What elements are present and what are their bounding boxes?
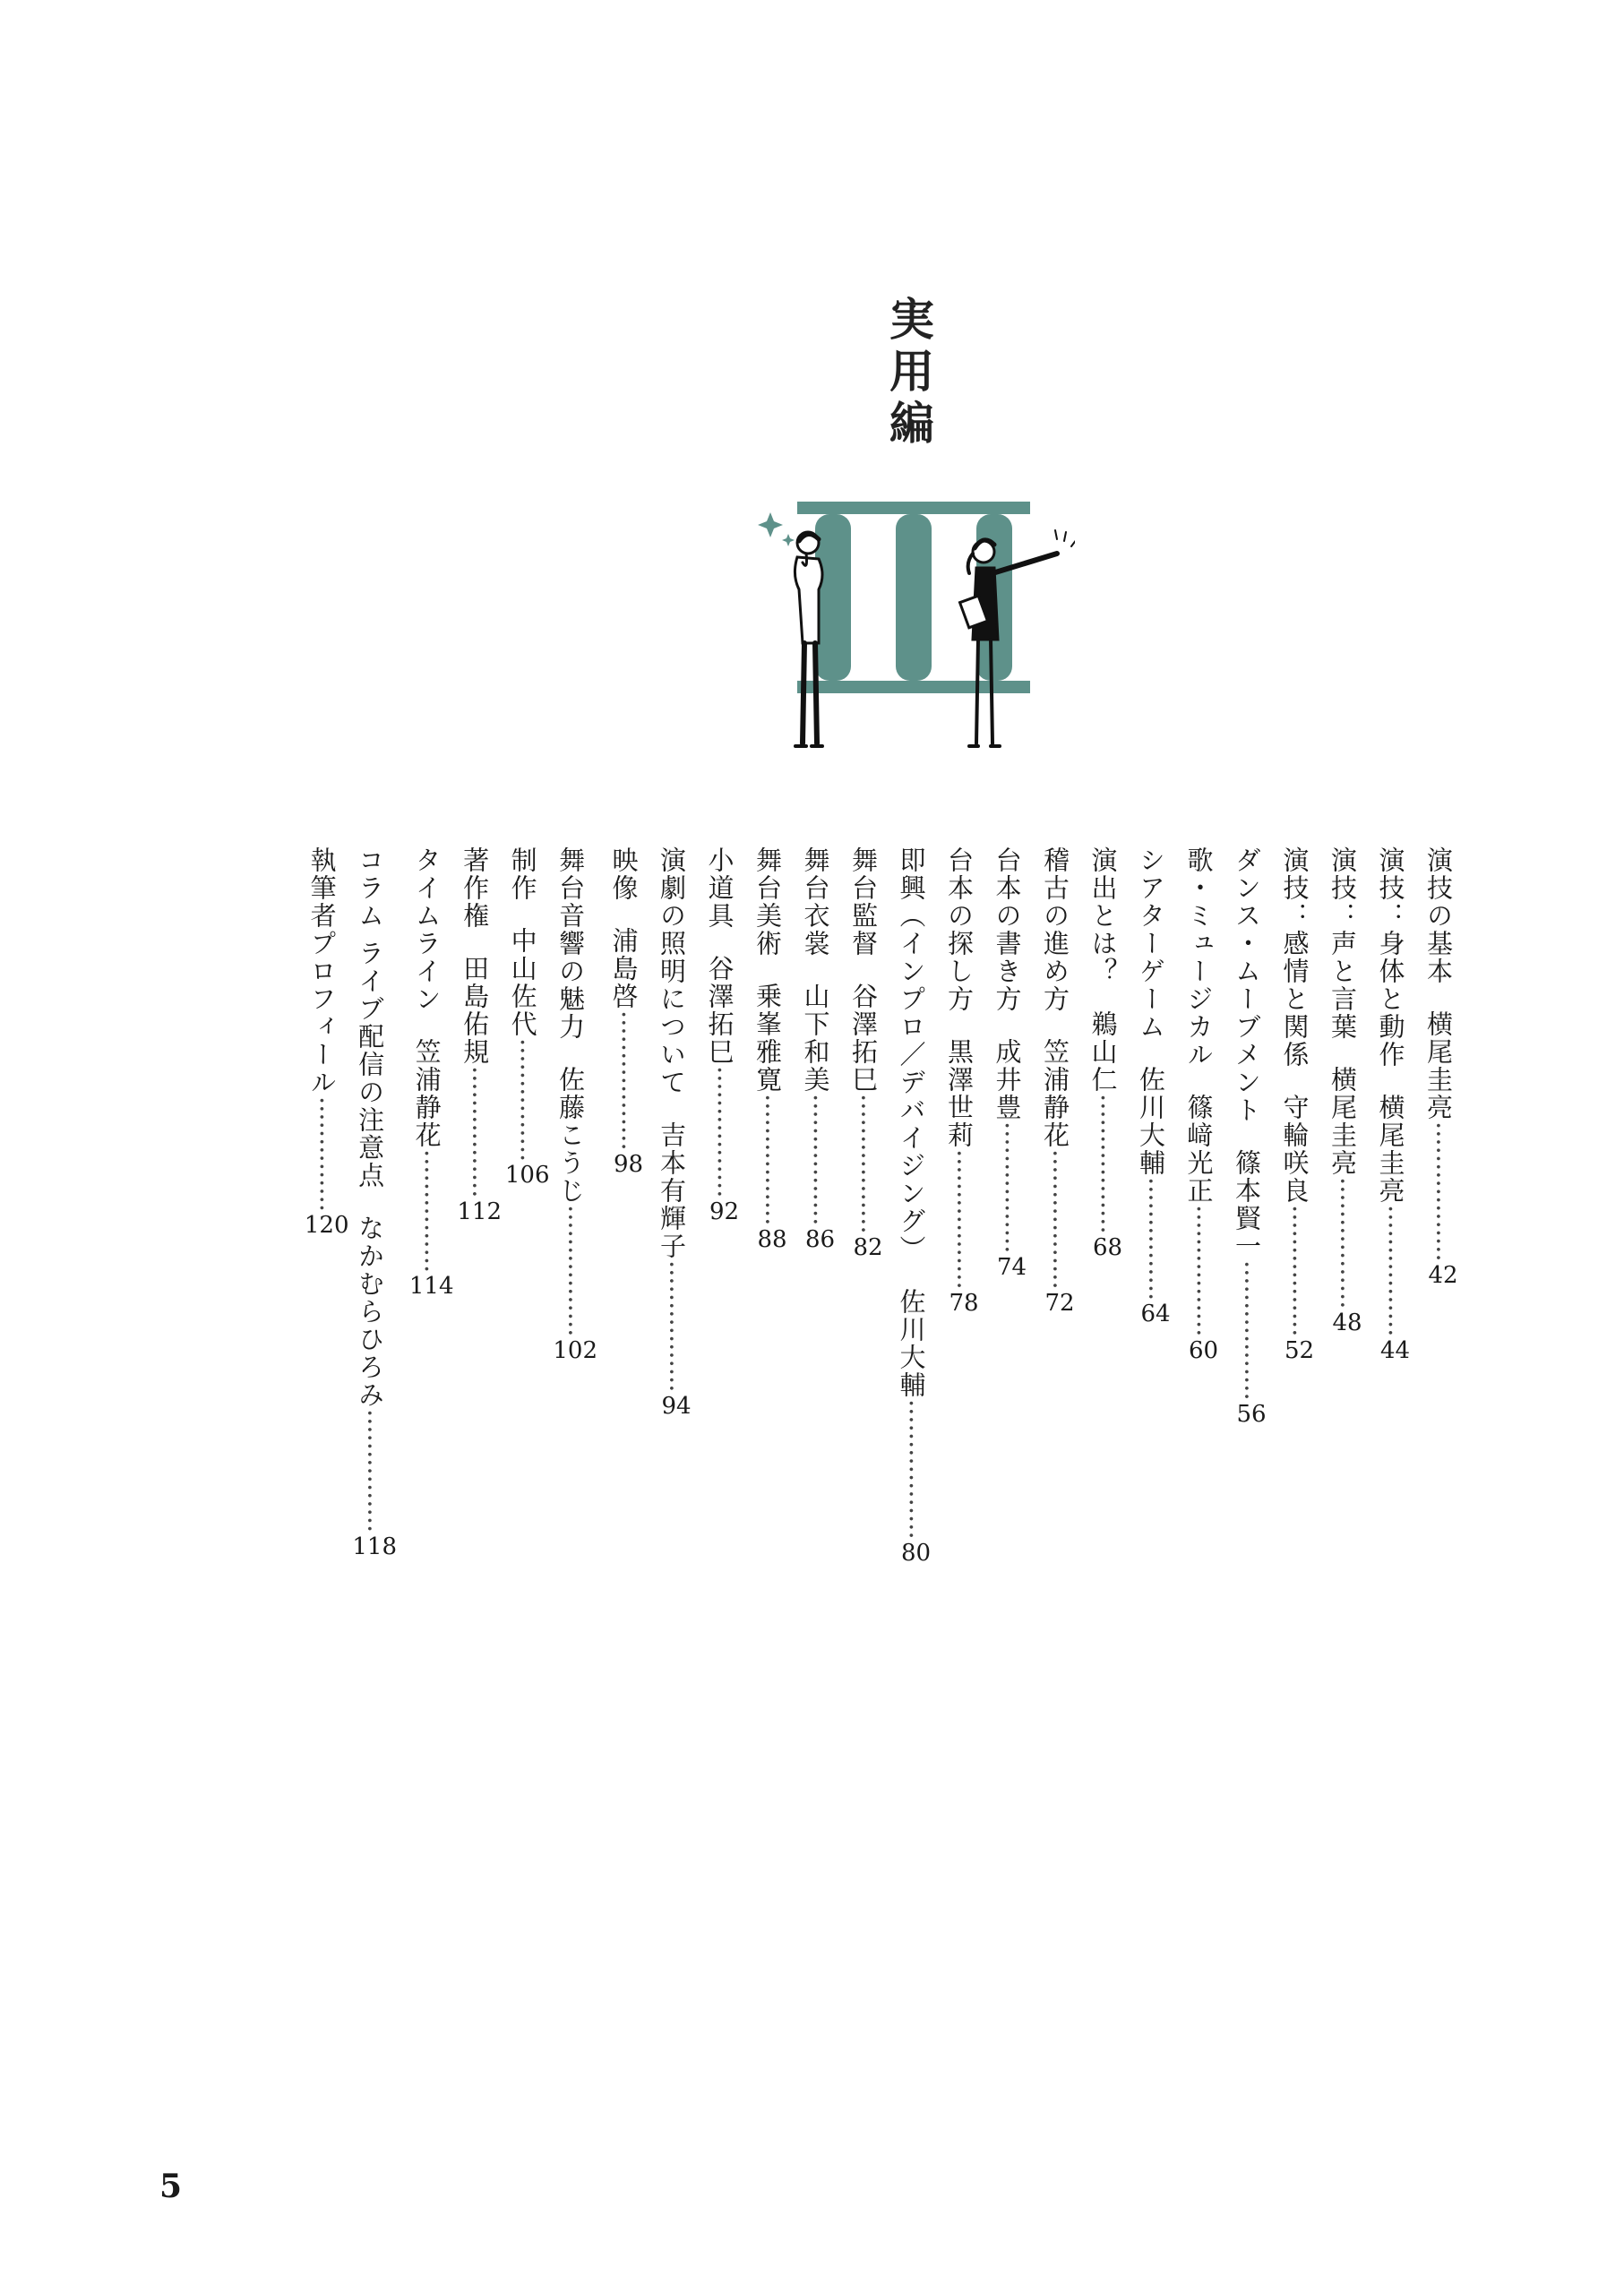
toc-entry-title: 台本の探し方 bbox=[944, 846, 975, 1013]
toc-entry[interactable] bbox=[354, 846, 397, 1560]
toc-entry-leader: ················ bbox=[800, 1094, 831, 1226]
toc-entry-page: 92 bbox=[709, 1198, 740, 1225]
toc-entry-title: シアターゲーム bbox=[1136, 846, 1166, 1041]
toc-entry-leader: ················· bbox=[608, 1010, 640, 1151]
toc-entry-page: 98 bbox=[613, 1150, 644, 1178]
toc-entry-title: 稽古の進め方 bbox=[1040, 846, 1070, 1013]
toc-entry-title: 執筆者プロフィール bbox=[306, 846, 338, 1096]
toc-entry-author: 吉本有輝子 bbox=[657, 1121, 687, 1260]
section-title: 実用編 bbox=[882, 296, 934, 451]
toc-entry-leader: ················ bbox=[555, 1205, 587, 1337]
toc-entry-leader: ················ bbox=[1183, 1205, 1215, 1337]
toc-entry-page: 106 bbox=[504, 1162, 550, 1189]
toc-entry[interactable] bbox=[504, 846, 550, 1189]
toc-entry-leader: ················· bbox=[848, 1094, 879, 1234]
toc-entry[interactable] bbox=[795, 846, 838, 1253]
toc-entry-leader: ··············· bbox=[1136, 1177, 1166, 1301]
toc-entry-title: 舞台音響の魅力 bbox=[555, 846, 587, 1041]
toc-entry-title: ダンス・ムーブメント bbox=[1232, 846, 1262, 1124]
toc-entry-leader: ················ bbox=[657, 1260, 687, 1393]
toc-entry-leader: ··············· bbox=[355, 1409, 386, 1533]
toc-entry-author: 浦島啓 bbox=[608, 927, 640, 1010]
toc-entry-page: 94 bbox=[661, 1392, 692, 1420]
toc-entry-page: 44 bbox=[1379, 1336, 1411, 1364]
toc-entry-title: 制作 bbox=[507, 846, 538, 902]
toc-entry-page: 118 bbox=[352, 1533, 397, 1560]
toc-entry-page: 72 bbox=[1044, 1289, 1075, 1317]
toc-entry[interactable] bbox=[408, 846, 454, 1301]
toc-entry-author: 守輪咲良 bbox=[1279, 1094, 1310, 1205]
toc-entry-title: 台本の書き方 bbox=[992, 846, 1023, 1013]
toc-entry-leader: ················ bbox=[992, 1121, 1023, 1254]
toc-entry-title: 小道具 bbox=[704, 846, 735, 930]
toc-entry-page: 74 bbox=[996, 1253, 1027, 1281]
toc-entry-leader: ················ bbox=[704, 1066, 735, 1198]
sparkle-icon bbox=[758, 512, 795, 546]
toc-entry-leader: ················· bbox=[1232, 1260, 1262, 1401]
toc-entry-leader: ················· bbox=[896, 1399, 927, 1540]
toc-entry-leader: ················ bbox=[1279, 1205, 1310, 1337]
toc-entry-author: 谷澤拓巳 bbox=[704, 955, 735, 1066]
toc-entry-page: 52 bbox=[1284, 1336, 1315, 1364]
toc-entry-page: 102 bbox=[553, 1336, 597, 1364]
toc-entry-leader: ··············· bbox=[411, 1149, 443, 1274]
toc-entry-page: 114 bbox=[408, 1273, 454, 1301]
toc-entry[interactable] bbox=[842, 846, 885, 1261]
toc-entry-leader: ················ bbox=[752, 1094, 783, 1226]
toc-entry-title: 即興（インプロ／デバイジング） bbox=[896, 846, 927, 1263]
toc-entry-author: 山下和美 bbox=[800, 983, 831, 1094]
toc-entry-title: 演劇の照明について bbox=[657, 846, 687, 1096]
toc-entry-page: 68 bbox=[1092, 1233, 1123, 1261]
toc-entry-author: 佐川大輔 bbox=[896, 1288, 927, 1399]
thinking-man-illustration bbox=[795, 532, 822, 746]
toc-entry[interactable] bbox=[699, 846, 742, 1225]
toc-entry-title: 演技の基本 bbox=[1423, 846, 1454, 985]
toc-entry-author: 成井豊 bbox=[992, 1038, 1023, 1121]
toc-entry[interactable] bbox=[306, 846, 349, 1239]
toc-entry[interactable] bbox=[650, 846, 693, 1420]
toc-entry-leader: ················ bbox=[1375, 1205, 1406, 1337]
toc-entry[interactable] bbox=[1225, 846, 1268, 1428]
toc-entry-author: 佐川大輔 bbox=[1136, 1066, 1166, 1177]
toc-entry-author: 横尾圭亮 bbox=[1375, 1094, 1406, 1205]
toc-entry[interactable] bbox=[1034, 846, 1077, 1317]
table-of-contents bbox=[206, 846, 1460, 1742]
toc-entry-leader: ················· bbox=[944, 1149, 975, 1290]
toc-entry-author: 田島佑規 bbox=[460, 955, 491, 1066]
toc-entry-page: 88 bbox=[757, 1225, 787, 1253]
toc-entry-page: 82 bbox=[853, 1233, 883, 1261]
toc-entry[interactable] bbox=[1082, 846, 1125, 1261]
toc-entry-page: 48 bbox=[1332, 1309, 1362, 1336]
toc-entry-title: 演技：身体と動作 bbox=[1375, 846, 1406, 1069]
toc-entry-title: 演技：声と言葉 bbox=[1328, 846, 1358, 1041]
toc-entry-author: 横尾圭亮 bbox=[1423, 1010, 1454, 1121]
toc-entry[interactable] bbox=[986, 846, 1029, 1281]
toc-entry-page: 112 bbox=[457, 1198, 502, 1225]
toc-entry-page: 64 bbox=[1140, 1301, 1171, 1328]
toc-entry-title: コラム ライブ配信の注意点 bbox=[355, 846, 386, 1190]
toc-entry[interactable] bbox=[1321, 846, 1364, 1336]
toc-entry-leader: ················· bbox=[1423, 1121, 1454, 1262]
toc-entry-leader: ··············· bbox=[507, 1038, 538, 1163]
toc-entry-leader: ················ bbox=[460, 1066, 491, 1198]
toc-entry[interactable] bbox=[746, 846, 789, 1253]
toc-entry-leader: ················ bbox=[1328, 1177, 1358, 1310]
toc-entry-author: 横尾圭亮 bbox=[1328, 1066, 1358, 1177]
toc-entry-author: 谷澤拓巳 bbox=[848, 983, 879, 1094]
toc-entry-page: 56 bbox=[1236, 1400, 1267, 1428]
toc-entry[interactable] bbox=[603, 846, 646, 1178]
toc-entry-title: 映像 bbox=[608, 846, 640, 902]
toc-entry-page: 120 bbox=[304, 1212, 349, 1240]
toc-entry-page: 78 bbox=[949, 1289, 979, 1317]
toc-entry-author: 鵜山仁 bbox=[1087, 1010, 1119, 1094]
section-emblem bbox=[752, 493, 1075, 761]
toc-entry[interactable] bbox=[1370, 846, 1413, 1364]
toc-entry[interactable] bbox=[890, 846, 933, 1567]
toc-entry-title: タイムライン bbox=[411, 846, 443, 1013]
toc-entry-author: 篠﨑光正 bbox=[1183, 1094, 1215, 1205]
toc-entry-author: 笠浦静花 bbox=[411, 1038, 443, 1149]
toc-entry-page: 86 bbox=[804, 1225, 836, 1253]
toc-entry[interactable] bbox=[1417, 846, 1460, 1289]
toc-entry-leader: ················· bbox=[1040, 1149, 1070, 1290]
toc-entry-title: 演出とは？ bbox=[1087, 846, 1119, 985]
toc-entry-leader: ·············· bbox=[306, 1096, 338, 1213]
toc-entry-title: 舞台美術 bbox=[752, 846, 783, 958]
toc-entry-author: 佐藤こうじ bbox=[555, 1066, 587, 1205]
toc-entry-author: なかむらひろみ bbox=[355, 1215, 386, 1410]
toc-entry-author: 乗峯雅寛 bbox=[752, 983, 783, 1094]
toc-entry-author: 中山佐代 bbox=[507, 927, 538, 1038]
toc-entry-author: 笠浦静花 bbox=[1040, 1038, 1070, 1149]
toc-entry-leader: ················· bbox=[1087, 1094, 1119, 1234]
toc-entry-page: 80 bbox=[900, 1539, 932, 1567]
toc-entry-author: 篠本賢一 bbox=[1232, 1149, 1262, 1260]
toc-entry-title: 舞台衣裳 bbox=[800, 846, 831, 958]
toc-entry[interactable] bbox=[1178, 846, 1221, 1364]
toc-entry-page: 42 bbox=[1428, 1261, 1458, 1289]
toc-entry[interactable] bbox=[1130, 846, 1173, 1327]
toc-entry-title: 舞台監督 bbox=[848, 846, 879, 958]
toc-entry-title: 歌・ミュージカル bbox=[1183, 846, 1215, 1069]
toc-entry[interactable] bbox=[554, 846, 597, 1364]
toc-entry-author: 黒澤世莉 bbox=[944, 1038, 975, 1149]
toc-entry[interactable] bbox=[938, 846, 981, 1317]
toc-entry[interactable] bbox=[459, 846, 502, 1225]
toc-entry[interactable] bbox=[1274, 846, 1317, 1364]
page-number: 5 bbox=[159, 2168, 183, 2205]
toc-entry-title: 著作権 bbox=[460, 846, 491, 930]
toc-entry-page: 60 bbox=[1188, 1336, 1219, 1364]
toc-entry-title: 演技：感情と関係 bbox=[1279, 846, 1310, 1069]
